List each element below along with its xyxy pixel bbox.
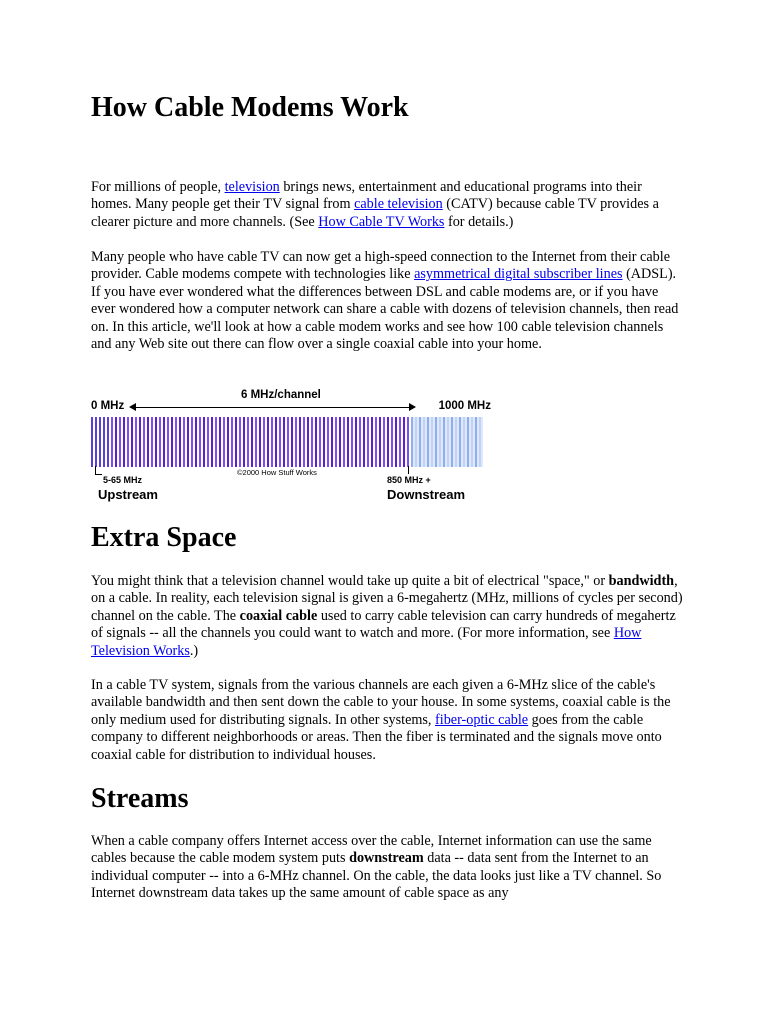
downstream-range-label: 850 MHz + — [387, 475, 431, 485]
streams-paragraph-1 — [91, 833, 685, 903]
bold-term: bandwidth — [608, 573, 675, 589]
page-title: How Cable Modems Work — [91, 92, 409, 123]
upstream-range-label: 5-65 MHz — [103, 475, 143, 485]
text-run: used to carry cable television can carry hundreds of megahertz of signals -- all the channels you could want to watch and more. (For more information, see — [91, 607, 676, 642]
downstream-label: Downstream — [387, 487, 466, 502]
text-run: You might think that a television channel would take up quite a bit of electrical "space," or — [91, 573, 609, 589]
bold-term: coaxial cable — [239, 607, 318, 624]
arrow-left-icon — [129, 403, 136, 411]
how-television-works-link[interactable]: How Television Works — [91, 625, 642, 659]
television-link[interactable]: television — [224, 179, 280, 195]
downstream-tick — [408, 466, 409, 474]
intro-paragraph-2 — [91, 249, 685, 353]
section-heading-streams: Streams — [91, 783, 189, 814]
section-heading-extra-space: Extra Space — [91, 522, 237, 553]
upstream-bracket — [95, 466, 102, 475]
text-run: , on a cable. In reality, each television signal is given a 6-megahertz (MHz, millions of cycles per second) channel on the cable. The — [91, 573, 683, 624]
text-run: (CATV) because cable TV provides a clearer picture and more channels. (See — [91, 196, 659, 230]
start-frequency-label: 0 MHz — [91, 400, 125, 412]
cable-television-link[interactable]: cable television — [354, 196, 443, 213]
bold-term: downstream — [349, 850, 424, 867]
text-run: Many people who have cable TV can now get a high-speed connection to the Internet from their cable provider. Cable modems compete with technologies like — [91, 249, 670, 283]
text-run: goes from the cable company to different neighborhoods or areas. Then the fiber is terminated and the signals move onto coaxial cable for distribution to individual houses. — [91, 711, 662, 763]
extra-space-paragraph-1 — [91, 573, 685, 660]
channel-width-label: 6 MHz/channel — [241, 389, 321, 401]
extra-space-paragraph-2 — [91, 677, 685, 764]
channel-spectrum-bar — [91, 417, 483, 467]
text-run: .) — [189, 642, 199, 659]
text-run: In a cable TV system, signals from the various channels are each given a 6-MHz slice of the cable's available bandwidth and then sent down the cable to your house. In some systems, coaxial cable is the only medium used for distributing signals. In other systems, — [91, 677, 671, 728]
text-run: data -- data sent from the Internet to an individual computer -- into a 6-MHz channel. On the cable, the data looks just like a TV channel. So Internet downstream data takes up the same amount of cable space as any — [91, 850, 662, 902]
arrow-right-icon — [409, 403, 416, 411]
end-frequency-label: 1000 MHz — [438, 400, 491, 412]
fiber-optic-cable-link[interactable]: fiber-optic cable — [435, 711, 529, 728]
text-run: When a cable company offers Internet access over the cable, Internet information can use the same cables because the cable modem system puts — [91, 833, 652, 867]
upstream-label: Upstream — [98, 487, 158, 502]
intro-paragraph-1 — [91, 179, 685, 231]
how-cable-tv-works-link[interactable]: How Cable TV Works — [318, 213, 445, 230]
range-arrow-line — [135, 407, 411, 408]
text-run: For millions of people, — [91, 179, 225, 195]
channel-gap — [481, 417, 483, 467]
text-run: for details.) — [444, 213, 514, 230]
copyright-text: ©2000 How Stuff Works — [237, 468, 317, 477]
cable-spectrum-diagram — [91, 388, 491, 504]
text-run: (ADSL). If you have ever wondered what the differences between DSL and cable modems are, or if you have ever wondered how a computer network can share a cable with dozens of television channels, then read on. In this article, we'll look at how a cable modem works and see how 100 cable television channels and any Web site out there can flow over a single coaxial cable into your home. — [91, 266, 679, 353]
text-run: brings news, entertainment and educational programs into their homes. Many people get their TV signal from — [91, 179, 642, 213]
adsl-link[interactable]: asymmetrical digital subscriber lines — [414, 266, 623, 283]
